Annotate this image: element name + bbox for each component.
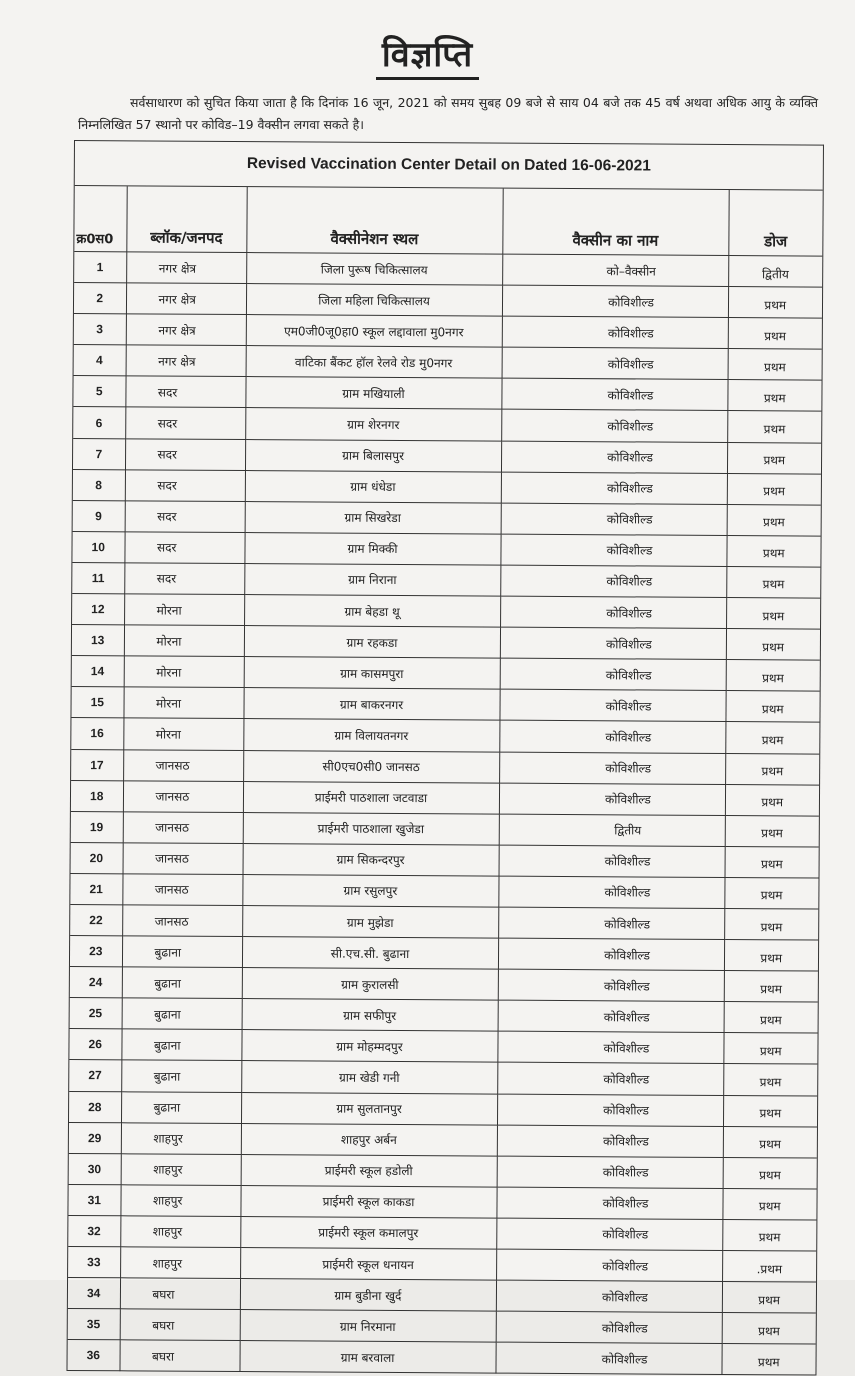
block-cell: बुढाना xyxy=(122,936,242,968)
site-cell: ग्राम कुरालसी xyxy=(242,968,498,1001)
vaccine-cell: कोविशील्ड xyxy=(502,285,728,317)
serial-cell: 4 xyxy=(74,345,126,376)
dose-cell: प्रथम xyxy=(722,1282,816,1314)
serial-cell: 27 xyxy=(69,1060,121,1091)
notice-title: विज्ञप्ति xyxy=(0,30,855,76)
block-cell: सदर xyxy=(124,563,244,595)
site-cell: प्राईमरी पाठशाला खुजेडा xyxy=(243,812,499,845)
serial-cell: 25 xyxy=(70,998,122,1029)
site-cell: ग्राम सुलतानपुर xyxy=(241,1092,497,1125)
vaccine-cell: कोविशील्ड xyxy=(501,441,727,473)
vaccine-cell: कोविशील्ड xyxy=(502,316,728,348)
site-cell: सी.एच.सी. बुढाना xyxy=(242,937,498,970)
vaccine-cell: कोविशील्ड xyxy=(499,783,725,815)
serial-cell: 7 xyxy=(73,438,125,469)
table-row xyxy=(73,438,821,474)
table-row xyxy=(71,811,819,847)
vaccination-center-table xyxy=(66,140,824,1376)
block-cell: बघरा xyxy=(119,1340,239,1372)
block-cell: सदर xyxy=(125,407,245,439)
serial-cell: 2 xyxy=(74,283,126,314)
vaccine-cell: कोविशील्ड xyxy=(496,1280,722,1312)
site-cell: ग्राम मोहम्मदपुर xyxy=(241,1030,497,1063)
block-cell: बुढाना xyxy=(121,1091,241,1123)
vaccine-cell: कोविशील्ड xyxy=(498,969,724,1001)
block-cell: मोरना xyxy=(124,656,244,688)
site-cell: ग्राम बेहडा थू xyxy=(244,595,500,628)
vaccine-cell: कोविशील्ड xyxy=(500,627,726,659)
dose-cell: प्रथम xyxy=(727,380,821,412)
block-cell: बुढाना xyxy=(122,998,242,1030)
block-cell: सदर xyxy=(125,469,245,501)
table-row xyxy=(74,252,822,288)
dose-cell: प्रथम xyxy=(725,722,819,754)
block-cell: सदर xyxy=(125,501,245,533)
dose-cell: प्रथम xyxy=(726,566,820,598)
site-cell: शाहपुर अर्बन xyxy=(241,1123,497,1156)
dose-cell: प्रथम xyxy=(726,535,820,567)
serial-cell: 26 xyxy=(69,1029,121,1060)
site-cell: ग्राम निरमाना xyxy=(240,1310,496,1343)
site-cell: ग्राम बुडीना खुर्द xyxy=(240,1279,496,1312)
dose-cell: प्रथम xyxy=(724,877,818,909)
table-row xyxy=(73,376,821,412)
vaccine-cell: कोविशील्ड xyxy=(500,565,726,597)
site-cell: ग्राम कासमपुरा xyxy=(244,657,500,690)
dose-cell: प्रथम xyxy=(726,660,820,692)
block-cell: शाहपुर xyxy=(120,1216,240,1248)
site-cell: ग्राम रसुलपुर xyxy=(242,874,498,907)
site-cell: ग्राम सिकन्दरपुर xyxy=(243,843,499,876)
dose-cell: प्रथम xyxy=(725,846,819,878)
table-row xyxy=(68,1184,816,1220)
dose-cell: प्रथम xyxy=(726,629,820,661)
dose-cell: प्रथम xyxy=(728,349,822,381)
table-row xyxy=(72,656,820,692)
table-row xyxy=(69,1153,817,1189)
center-table xyxy=(67,186,822,1376)
table-row xyxy=(72,531,820,567)
table-row xyxy=(68,1246,816,1282)
table-row xyxy=(69,1060,817,1096)
dose-cell: प्रथम xyxy=(723,1126,817,1158)
block-cell: शाहपुर xyxy=(121,1154,241,1186)
dose-cell: प्रथम xyxy=(724,1002,818,1034)
site-cell: ग्राम सफीपुर xyxy=(242,999,498,1032)
site-cell: प्राईमरी स्कूल काकडा xyxy=(240,1185,496,1218)
site-cell: ग्राम शेरनगर xyxy=(245,408,501,441)
block-cell: नगर क्षेत्र xyxy=(126,283,246,315)
dose-cell: प्रथम xyxy=(722,1313,816,1345)
serial-cell: 18 xyxy=(71,780,123,811)
site-cell: ग्राम बाकरनगर xyxy=(243,688,499,721)
block-cell: शाहपुर xyxy=(120,1185,240,1217)
notice-intro: सर्वसाधारण को सुचित किया जाता है कि दिनांक 16 जून, 2021 को समय सुबह 09 बजे से साय 04 बजे तक 45 वर्ष अथवा अधिक आयु के व्यक्ति निम्नलिखित 57 स्थानो पर कोविड–19 वैक्सीन लगवा सकते है। xyxy=(78,95,818,132)
site-cell: ग्राम बिलासपुर xyxy=(245,439,501,472)
block-cell: सदर xyxy=(124,532,244,564)
dose-cell: प्रथम xyxy=(724,971,818,1003)
serial-cell: 8 xyxy=(73,469,125,500)
site-cell: प्राईमरी स्कूल धनायन xyxy=(240,1248,496,1281)
dose-cell: प्रथम xyxy=(728,287,822,319)
dose-cell: प्रथम xyxy=(724,940,818,972)
vaccine-cell: कोविशील्ड xyxy=(496,1249,722,1281)
site-cell: जिला पुरूष चिकित्सालय xyxy=(246,253,502,286)
vaccine-cell: कोविशील्ड xyxy=(496,1311,722,1343)
table-row xyxy=(74,283,822,319)
serial-cell: 31 xyxy=(68,1184,120,1215)
dose-cell: प्रथम xyxy=(727,411,821,443)
dose-cell: प्रथम xyxy=(724,908,818,940)
serial-cell: 20 xyxy=(71,842,123,873)
block-cell: जानसठ xyxy=(123,780,243,812)
vaccine-cell: कोविशील्ड xyxy=(499,845,725,877)
serial-cell: 22 xyxy=(70,904,122,935)
block-cell: जानसठ xyxy=(123,843,243,875)
serial-cell: 36 xyxy=(67,1340,119,1371)
block-cell: जानसठ xyxy=(122,874,242,906)
table-row xyxy=(71,749,819,785)
table-row xyxy=(70,936,818,972)
site-cell: ग्राम निराना xyxy=(244,563,500,596)
vaccine-cell: कोविशील्ड xyxy=(498,907,724,939)
vaccine-cell: कोविशील्ड xyxy=(500,596,726,628)
dose-cell: प्रथम xyxy=(723,1033,817,1065)
vaccine-cell: कोविशील्ड xyxy=(497,1031,723,1063)
site-cell: एम0जी0जू0हा0 स्कूल लद्दावाला मु0नगर xyxy=(246,315,502,348)
block-cell: बुढाना xyxy=(121,1029,241,1061)
block-cell: बघरा xyxy=(120,1309,240,1341)
serial-cell: 34 xyxy=(68,1278,120,1309)
dose-cell: प्रथम xyxy=(725,691,819,723)
site-cell: ग्राम रहकडा xyxy=(244,626,500,659)
dose-cell: प्रथम xyxy=(722,1219,816,1251)
block-cell: नगर क्षेत्र xyxy=(126,252,246,284)
serial-cell: 23 xyxy=(70,936,122,967)
table-row xyxy=(70,904,818,940)
table-row xyxy=(68,1215,816,1251)
vaccine-cell: कोविशील्ड xyxy=(497,1125,723,1157)
site-cell: ग्राम मखियाली xyxy=(245,377,501,410)
table-header-row xyxy=(74,186,822,256)
dose-cell: .प्रथम xyxy=(722,1250,816,1282)
block-cell: जानसठ xyxy=(123,811,243,843)
table-row xyxy=(67,1340,815,1376)
block-cell: नगर क्षेत्र xyxy=(126,314,246,346)
vaccine-cell: कोविशील्ड xyxy=(498,876,724,908)
serial-cell: 16 xyxy=(71,718,123,749)
table-row xyxy=(71,780,819,816)
site-cell: ग्राम बरवाला xyxy=(239,1341,495,1374)
dose-cell: प्रथम xyxy=(727,504,821,536)
header-site: वैक्सीनेशन स्थल xyxy=(246,187,502,254)
vaccine-cell: कोविशील्ड xyxy=(497,1063,723,1095)
vaccine-cell: कोविशील्ड xyxy=(502,347,728,379)
serial-cell: 32 xyxy=(68,1215,120,1246)
vaccine-cell: कोविशील्ड xyxy=(498,938,724,970)
vaccine-cell: द्वितीय xyxy=(499,814,725,846)
table-row xyxy=(70,998,818,1034)
dose-cell: प्रथम xyxy=(723,1064,817,1096)
vaccine-cell: कोविशील्ड xyxy=(501,410,727,442)
table-caption: Revised Vaccination Center Detail on Dated 16-06-2021 xyxy=(75,141,823,191)
serial-cell: 12 xyxy=(72,594,124,625)
vaccine-cell: कोविशील्ड xyxy=(498,1000,724,1032)
dose-cell: प्रथम xyxy=(723,1157,817,1189)
table-row xyxy=(74,314,822,350)
table-row xyxy=(71,687,819,723)
serial-cell: 5 xyxy=(73,376,125,407)
table-row xyxy=(73,407,821,443)
table-body xyxy=(67,252,822,1376)
block-cell: मोरना xyxy=(124,625,244,657)
serial-cell: 30 xyxy=(69,1153,121,1184)
vaccine-cell: कोविशील्ड xyxy=(500,658,726,690)
site-cell: ग्राम मुझेडा xyxy=(242,906,498,939)
table-row xyxy=(70,873,818,909)
block-cell: सदर xyxy=(125,438,245,470)
vaccine-cell: को–वैक्सीन xyxy=(502,254,728,286)
site-cell: ग्राम मिक्की xyxy=(244,532,500,565)
serial-cell: 14 xyxy=(72,656,124,687)
block-cell: बुढाना xyxy=(122,967,242,999)
vaccine-cell: कोविशील्ड xyxy=(500,534,726,566)
site-cell: ग्राम विलायतनगर xyxy=(243,719,499,752)
block-cell: जानसठ xyxy=(122,905,242,937)
vaccine-cell: कोविशील्ड xyxy=(499,689,725,721)
serial-cell: 33 xyxy=(68,1246,120,1277)
table-row xyxy=(73,500,821,536)
block-cell: शाहपुर xyxy=(120,1247,240,1279)
site-cell: प्राईमरी स्कूल कमालपुर xyxy=(240,1216,496,1249)
serial-cell: 29 xyxy=(69,1122,121,1153)
table-row xyxy=(68,1309,816,1345)
header-block: ब्लॉक/जनपद xyxy=(126,186,246,252)
site-cell: ग्राम सिखरेडा xyxy=(245,501,501,534)
dose-cell: प्रथम xyxy=(722,1188,816,1220)
dose-cell: प्रथम xyxy=(725,815,819,847)
dose-cell: प्रथम xyxy=(723,1095,817,1127)
site-cell: वाटिका बैंकट हॉल रेलवे रोड मु0नगर xyxy=(246,346,502,379)
serial-cell: 35 xyxy=(68,1309,120,1340)
block-cell: नगर क्षेत्र xyxy=(126,345,246,377)
serial-cell: 11 xyxy=(72,562,124,593)
dose-cell: प्रथम xyxy=(726,598,820,630)
vaccine-cell: कोविशील्ड xyxy=(499,752,725,784)
vaccine-cell: कोविशील्ड xyxy=(497,1094,723,1126)
table-row xyxy=(71,718,819,754)
block-cell: मोरना xyxy=(123,687,243,719)
table-row xyxy=(68,1278,816,1314)
serial-cell: 19 xyxy=(71,811,123,842)
serial-cell: 3 xyxy=(74,314,126,345)
dose-cell: प्रथम xyxy=(725,753,819,785)
table-row xyxy=(73,469,821,505)
serial-cell: 15 xyxy=(71,687,123,718)
serial-cell: 6 xyxy=(73,407,125,438)
table-row xyxy=(69,1091,817,1127)
table-row xyxy=(72,594,820,630)
table-row xyxy=(69,1122,817,1158)
vaccine-cell: कोविशील्ड xyxy=(497,1156,723,1188)
block-cell: मोरना xyxy=(123,718,243,750)
dose-cell: प्रथम xyxy=(725,784,819,816)
block-cell: मोरना xyxy=(124,594,244,626)
block-cell: जानसठ xyxy=(123,749,243,781)
site-cell: सी0एच0सी0 जानसठ xyxy=(243,750,499,783)
vaccine-cell: कोविशील्ड xyxy=(501,378,727,410)
table-row xyxy=(74,345,822,381)
site-cell: प्राईमरी स्कूल हडोली xyxy=(241,1154,497,1187)
dose-cell: प्रथम xyxy=(727,442,821,474)
block-cell: सदर xyxy=(125,376,245,408)
block-cell: बुढाना xyxy=(121,1060,241,1092)
serial-cell: 24 xyxy=(70,967,122,998)
serial-cell: 28 xyxy=(69,1091,121,1122)
block-cell: शाहपुर xyxy=(121,1122,241,1154)
dose-cell: प्रथम xyxy=(727,473,821,505)
serial-cell: 13 xyxy=(72,625,124,656)
serial-cell: 9 xyxy=(73,500,125,531)
dose-cell: प्रथम xyxy=(728,318,822,350)
serial-cell: 17 xyxy=(71,749,123,780)
table-row xyxy=(71,842,819,878)
header-serial: क्र0स0 xyxy=(74,186,126,252)
header-dose: डोज xyxy=(728,190,822,256)
block-cell: बघरा xyxy=(120,1278,240,1310)
site-cell: जिला महिला चिकित्सालय xyxy=(246,284,502,317)
table-row xyxy=(70,967,818,1003)
serial-cell: 10 xyxy=(72,531,124,562)
site-cell: प्राईमरी पाठशाला जटवाडा xyxy=(243,781,499,814)
vaccine-cell: कोविशील्ड xyxy=(495,1342,721,1374)
site-cell: ग्राम धंधेडा xyxy=(245,470,501,503)
vaccine-cell: कोविशील्ड xyxy=(496,1187,722,1219)
dose-cell: प्रथम xyxy=(721,1344,815,1376)
serial-cell: 21 xyxy=(70,873,122,904)
vaccine-cell: कोविशील्ड xyxy=(499,721,725,753)
vaccine-cell: कोविशील्ड xyxy=(501,472,727,504)
table-row xyxy=(69,1029,817,1065)
vaccine-cell: कोविशील्ड xyxy=(496,1218,722,1250)
table-row xyxy=(72,562,820,598)
vaccine-cell: कोविशील्ड xyxy=(501,503,727,535)
table-row xyxy=(72,625,820,661)
serial-cell: 1 xyxy=(74,252,126,283)
site-cell: ग्राम खेडी गनी xyxy=(241,1061,497,1094)
dose-cell: द्वितीय xyxy=(728,255,822,287)
header-vaccine: वैक्सीन का नाम xyxy=(502,189,728,256)
